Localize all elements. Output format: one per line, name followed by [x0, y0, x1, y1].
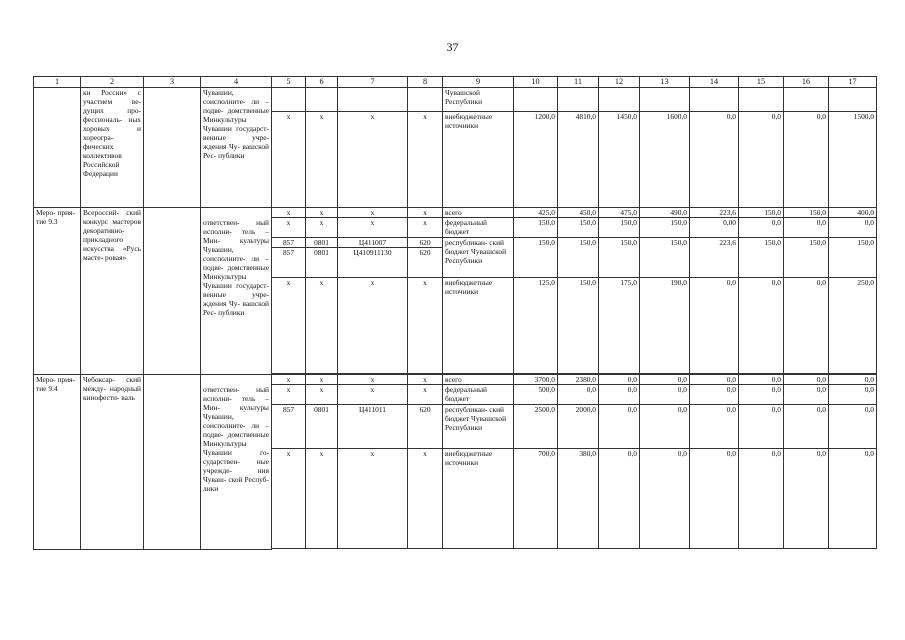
value-cell: [558, 88, 599, 112]
kbk-code: x: [272, 278, 306, 374]
value-cell: 1450,0: [599, 112, 640, 208]
column-header: 7: [338, 77, 408, 88]
executor-cell: ответствен- ный исполни- тель – Мин- культуры Чувашии, соисполните- ли – подве- домственные Минкультуры Чувашии государст- венные учре- ждения Чу- вашской Рес- публики: [201, 218, 272, 375]
value-cell: 150,0: [514, 238, 558, 278]
value-cell: 0,0: [829, 449, 877, 549]
measure-name-cell: Чебоксар- ский между- народный кинофести- валь: [81, 375, 144, 550]
target-article-code: x: [338, 449, 408, 549]
page-number: 37: [446, 40, 459, 54]
value-cell: 2380,0: [558, 375, 599, 385]
section-code: [306, 88, 338, 112]
value-cell: 125,0: [514, 278, 558, 374]
value-cell: [599, 88, 640, 112]
column-header: 9: [443, 77, 514, 88]
column-header: 17: [829, 77, 877, 88]
section-code: 0801: [306, 248, 338, 278]
value-cell: 223,6: [690, 208, 739, 218]
value-cell: [739, 88, 784, 112]
value-cell: 223,6: [690, 238, 739, 278]
value-cell: 0,0: [690, 375, 739, 385]
value-cell: 0,0: [784, 405, 829, 449]
value-cell: 0,0: [829, 405, 877, 449]
column-header: 3: [144, 77, 201, 88]
value-cell: 1500,0: [829, 112, 877, 208]
expense-type-code: x: [408, 449, 443, 549]
column-number-row: [34, 77, 877, 88]
kbk-code: x: [272, 208, 306, 218]
value-cell: 150,0: [599, 218, 640, 238]
spacer-cell: [272, 549, 829, 550]
value-cell: 175,0: [599, 278, 640, 374]
column-header: 5: [272, 77, 306, 88]
executor-cell: ответствен- ный исполни- тель – Мин- культуры Чувашии, соисполните- ли – подве- домственные Минкультуры Чувашии го- сударствен- ные учрежде- ния Чуваш- ской Респуб- лики: [201, 385, 272, 550]
kbk-code: x: [272, 449, 306, 549]
value-cell: [690, 88, 739, 112]
target-article-code: x: [338, 375, 408, 385]
target-article-code: Ц411007: [338, 238, 408, 248]
value-cell: 0,0: [739, 375, 784, 385]
column-header: 11: [558, 77, 599, 88]
value-cell: 425,0: [514, 208, 558, 218]
value-cell: 490,0: [640, 208, 690, 218]
funding-source: Чувашской Республики: [443, 88, 514, 112]
value-cell: 250,0: [829, 278, 877, 374]
value-cell: 150,0: [599, 238, 640, 278]
expense-type-code: [408, 88, 443, 112]
value-cell: 2000,0: [558, 405, 599, 449]
expense-type-code: 620: [408, 248, 443, 278]
value-cell: 0,0: [739, 385, 784, 405]
section-code: x: [306, 218, 338, 238]
value-cell: 0,0: [599, 449, 640, 549]
value-cell: 0,0: [739, 278, 784, 374]
empty-cell: [144, 208, 201, 375]
funding-source: республикан- ский бюджет Чувашской Республики: [443, 405, 514, 449]
funding-source: внебюджетные источники: [443, 278, 514, 374]
section-code: 0801: [306, 238, 338, 248]
kbk-code: x: [272, 375, 306, 385]
kbk-code: 857: [272, 405, 306, 449]
table-row: [34, 88, 877, 112]
value-cell: 2500,0: [514, 405, 558, 449]
value-cell: [829, 88, 877, 112]
value-cell: 0,0: [829, 375, 877, 385]
value-cell: [514, 88, 558, 112]
section-code: x: [306, 449, 338, 549]
empty-cell: [144, 88, 201, 208]
column-header: 10: [514, 77, 558, 88]
value-cell: 150,0: [558, 218, 599, 238]
value-cell: 0,0: [640, 449, 690, 549]
column-header: 12: [599, 77, 640, 88]
measure-label-cell: Меро- прия- тие 9.3: [34, 208, 81, 375]
target-article-code: x: [338, 278, 408, 374]
section-code: x: [306, 385, 338, 405]
section-code: x: [306, 208, 338, 218]
funding-source: федеральный бюджет: [443, 218, 514, 238]
value-cell: 0,0: [690, 449, 739, 549]
value-cell: 475,0: [599, 208, 640, 218]
value-cell: 3700,0: [514, 375, 558, 385]
value-cell: 0,0: [784, 112, 829, 208]
executor-cell-top: [201, 208, 272, 218]
value-cell: 0,0: [599, 385, 640, 405]
target-article-code: [338, 88, 408, 112]
column-header: 16: [784, 77, 829, 88]
kbk-code: 857: [272, 248, 306, 278]
value-cell: 0,00: [690, 218, 739, 238]
table-row: [34, 208, 877, 218]
expense-type-code: x: [408, 218, 443, 238]
value-cell: 0,0: [640, 375, 690, 385]
value-cell: 0,0: [739, 218, 784, 238]
expense-type-code: x: [408, 208, 443, 218]
column-header: 1: [34, 77, 81, 88]
value-cell: 0,0: [690, 405, 739, 449]
expense-type-code: x: [408, 278, 443, 374]
target-article-code: Ц411011: [338, 405, 408, 449]
column-header: 4: [201, 77, 272, 88]
value-cell: 150,0: [558, 238, 599, 278]
column-header: 13: [640, 77, 690, 88]
value-cell: 0,0: [640, 405, 690, 449]
target-article-code: x: [338, 385, 408, 405]
value-cell: 0,0: [599, 375, 640, 385]
empty-cell: [144, 375, 201, 550]
executor-cell: Чувашии, соисполните- ли – подве- домственные Минкультуры Чувашии государст- венные учре- ждения Чу- вашской Рес- публики: [201, 88, 272, 208]
section-code: x: [306, 278, 338, 374]
value-cell: 0,0: [558, 385, 599, 405]
column-header: 14: [690, 77, 739, 88]
value-cell: 150,0: [739, 238, 784, 278]
expense-type-code: 620: [408, 238, 443, 248]
value-cell: 0,0: [640, 385, 690, 405]
kbk-code: x: [272, 385, 306, 405]
value-cell: 0,0: [784, 385, 829, 405]
value-cell: 150,0: [640, 238, 690, 278]
value-cell: 0,0: [829, 218, 877, 238]
value-cell: 0,0: [784, 218, 829, 238]
table-row: [34, 375, 877, 385]
funding-source: всего: [443, 208, 514, 218]
kbk-code: x: [272, 112, 306, 208]
kbk-code: [272, 88, 306, 112]
value-cell: 150,0: [739, 208, 784, 218]
value-cell: 0,0: [690, 385, 739, 405]
value-cell: 150,0: [514, 218, 558, 238]
value-cell: 0,0: [599, 405, 640, 449]
value-cell: 700,0: [514, 449, 558, 549]
budget-table: [33, 76, 877, 550]
measure-label-cell: Меро- прия- тие 9.4: [34, 375, 81, 550]
expense-type-code: x: [408, 112, 443, 208]
section-code: x: [306, 375, 338, 385]
value-cell: [784, 88, 829, 112]
value-cell: 4810,0: [558, 112, 599, 208]
funding-source: всего: [443, 375, 514, 385]
target-article-code: Ц410911130: [338, 248, 408, 278]
target-article-code: x: [338, 218, 408, 238]
value-cell: 0,0: [784, 449, 829, 549]
expense-type-code: x: [408, 385, 443, 405]
measure-name-cell: ки России» с участием ве- дущих про- фессиональ- ных хоровых и хореогра- фических коллективов Российской Федерации: [81, 88, 144, 208]
value-cell: 0,0: [690, 278, 739, 374]
target-article-code: x: [338, 208, 408, 218]
executor-cell-top: [201, 375, 272, 385]
measure-name-cell: Всероссий- ский конкурс мастеров декоративно- прикладного искусства «Русь масте- ровая»: [81, 208, 144, 375]
value-cell: 150,0: [784, 208, 829, 218]
funding-source: федеральный бюджет: [443, 385, 514, 405]
column-header: 15: [739, 77, 784, 88]
funding-source: внебюджетные источники: [443, 449, 514, 549]
value-cell: 190,0: [640, 278, 690, 374]
value-cell: 150,0: [640, 218, 690, 238]
column-header: 8: [408, 77, 443, 88]
section-code: x: [306, 112, 338, 208]
value-cell: 450,0: [558, 208, 599, 218]
kbk-code: 857: [272, 238, 306, 248]
value-cell: 0,0: [739, 405, 784, 449]
value-cell: 500,0: [514, 385, 558, 405]
value-cell: 0,0: [829, 385, 877, 405]
value-cell: 400,0: [829, 208, 877, 218]
expense-type-code: 620: [408, 405, 443, 449]
funding-source: внебюджетные источники: [443, 112, 514, 208]
value-cell: 150,0: [784, 238, 829, 278]
value-cell: [640, 88, 690, 112]
value-cell: 1600,0: [640, 112, 690, 208]
value-cell: 380,0: [558, 449, 599, 549]
value-cell: 0,0: [739, 449, 784, 549]
column-header: 6: [306, 77, 338, 88]
value-cell: 1200,0: [514, 112, 558, 208]
value-cell: 0,0: [690, 112, 739, 208]
column-header: 2: [81, 77, 144, 88]
value-cell: 150,0: [558, 278, 599, 374]
target-article-code: x: [338, 112, 408, 208]
expense-type-code: x: [408, 375, 443, 385]
value-cell: 0,0: [784, 278, 829, 374]
section-code: 0801: [306, 405, 338, 449]
value-cell: 150,0: [829, 238, 877, 278]
value-cell: 0,0: [784, 375, 829, 385]
kbk-code: x: [272, 218, 306, 238]
value-cell: 0,0: [739, 112, 784, 208]
measure-label-cell: [34, 88, 81, 208]
funding-source: республикан- ский бюджет Чувашской Республики: [443, 238, 514, 278]
